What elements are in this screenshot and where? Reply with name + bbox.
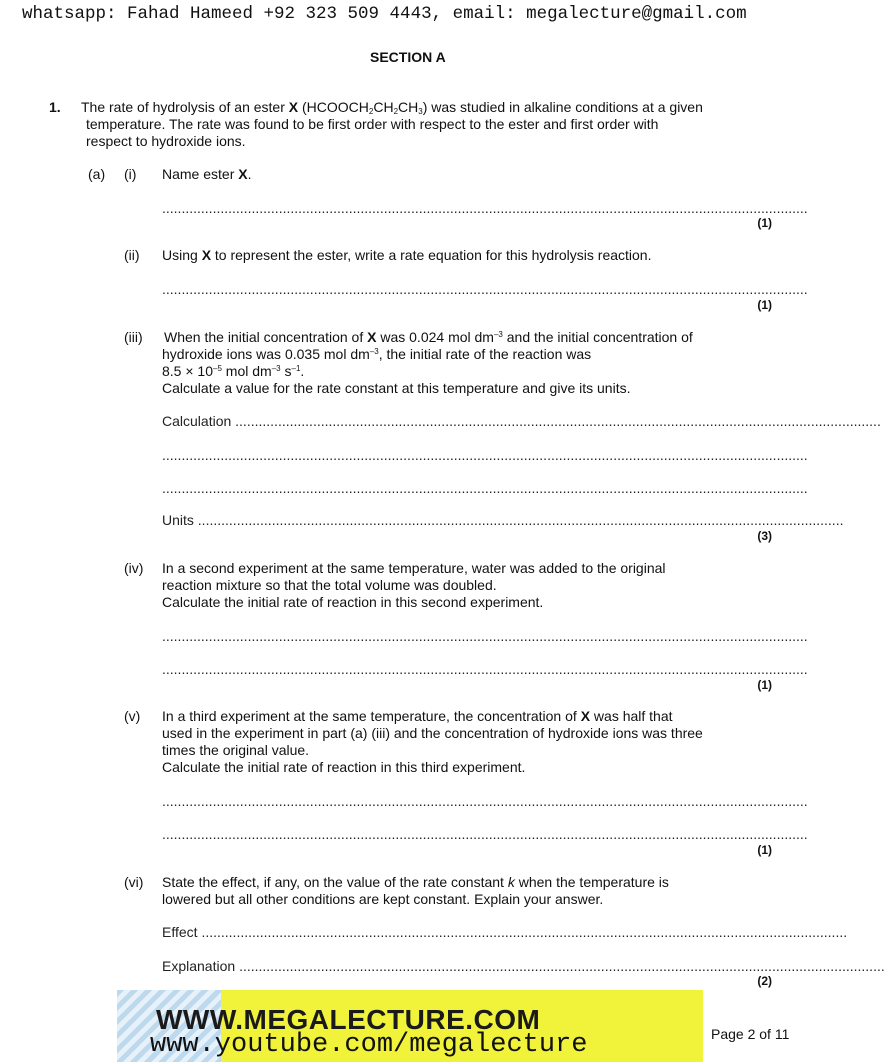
explanation-line[interactable]: Explanation ...................................................................................................................................................................... xyxy=(162,958,885,974)
part-iii-line-1: When the initial concentration of X was 0.024 mol $dm^{-3}$ and the initial concentration of xyxy=(164,329,693,345)
part-i-label: (i) xyxy=(124,166,137,182)
part-vi-line-1: State the effect, if any, on the value of the rate constant k when the temperature is xyxy=(162,874,669,890)
answer-line[interactable]: ...................................................................................................................................................................... xyxy=(162,826,808,842)
part-iv-label: (iv) xyxy=(124,560,144,576)
answer-line[interactable]: ...................................................................................................................................................................... xyxy=(162,200,808,216)
part-iii-label: (iii) xyxy=(124,329,143,345)
part-i-text: Name ester X. xyxy=(162,166,252,182)
section-title: SECTION A xyxy=(370,49,446,65)
answer-line[interactable]: ...................................................................................................................................................................... xyxy=(162,628,808,644)
part-v-label: (v) xyxy=(124,708,141,724)
units-line[interactable]: Units ...................................................................................................................................................................... xyxy=(162,512,844,528)
part-vi-line-2: lowered but all other conditions are kept constant. Explain your answer. xyxy=(162,891,604,907)
mark-ii: (1) xyxy=(757,298,772,312)
youtube-link[interactable]: www.youtube.com/megalecture xyxy=(150,1030,588,1060)
page-number: Page 2 of 11 xyxy=(711,1026,790,1042)
part-ii-label: (ii) xyxy=(124,247,140,263)
mark-v: (1) xyxy=(757,843,772,857)
part-vi-label: (vi) xyxy=(124,874,144,890)
effect-line[interactable]: Effect ...................................................................................................................................................................... xyxy=(162,924,848,940)
question-number: 1. xyxy=(49,99,61,115)
intro-line-2: temperature. The rate was found to be first order with respect to the ester and first order with xyxy=(86,116,659,132)
answer-line[interactable]: ...................................................................................................................................................................... xyxy=(162,447,808,463)
answer-line[interactable]: ...................................................................................................................................................................... xyxy=(162,480,808,496)
part-iv-line-3: Calculate the initial rate of reaction in this second experiment. xyxy=(162,594,544,610)
part-iv-line-1: In a second experiment at the same temperature, water was added to the original xyxy=(162,560,666,576)
part-a-label: (a) xyxy=(88,166,106,182)
part-v-line-3: times the original value. xyxy=(162,742,310,758)
intro-line-1: The rate of hydrolysis of an ester X $(HCOOCH_2CH_2CH_3)$ was studied in alkaline conditions at a given xyxy=(81,99,703,116)
mark-vi: (2) xyxy=(757,974,772,988)
mark-iii: (3) xyxy=(757,529,772,543)
part-iv-line-2: reaction mixture so that the total volume was doubled. xyxy=(162,577,497,593)
contact-header: whatsapp: Fahad Hameed +92 323 509 4443, email: megalecture@gmail.com xyxy=(22,4,747,24)
calculation-line[interactable]: Calculation ...................................................................................................................................................................... xyxy=(162,413,881,429)
mark-i: (1) xyxy=(757,216,772,230)
site-link[interactable]: WWW.MEGALECTURE.COM xyxy=(156,1004,541,1035)
part-iii-line-4: Calculate a value for the rate constant at this temperature and give its units. xyxy=(162,380,631,396)
part-v-line-4: Calculate the initial rate of reaction in this third experiment. xyxy=(162,759,526,775)
intro-line-3: respect to hydroxide ions. xyxy=(86,133,246,149)
mark-iv: (1) xyxy=(757,678,772,692)
part-iii-line-3: $8.5 \times 10^{-5}$ mol $dm^{-3}$ $s^{-1}$. xyxy=(162,363,305,379)
answer-line[interactable]: ...................................................................................................................................................................... xyxy=(162,793,808,809)
part-v-line-2: used in the experiment in part (a) (iii) and the concentration of hydroxide ions was three xyxy=(162,725,703,741)
answer-line[interactable]: ...................................................................................................................................................................... xyxy=(162,661,808,677)
part-v-line-1: In a third experiment at the same temperature, the concentration of X was half that xyxy=(162,708,673,724)
part-iii-line-2: hydroxide ions was 0.035 mol $dm^{-3}$, the initial rate of the reaction was xyxy=(162,346,592,362)
answer-line[interactable]: ...................................................................................................................................................................... xyxy=(162,281,808,297)
part-ii-text: Using X to represent the ester, write a rate equation for this hydrolysis reaction. xyxy=(162,247,652,263)
